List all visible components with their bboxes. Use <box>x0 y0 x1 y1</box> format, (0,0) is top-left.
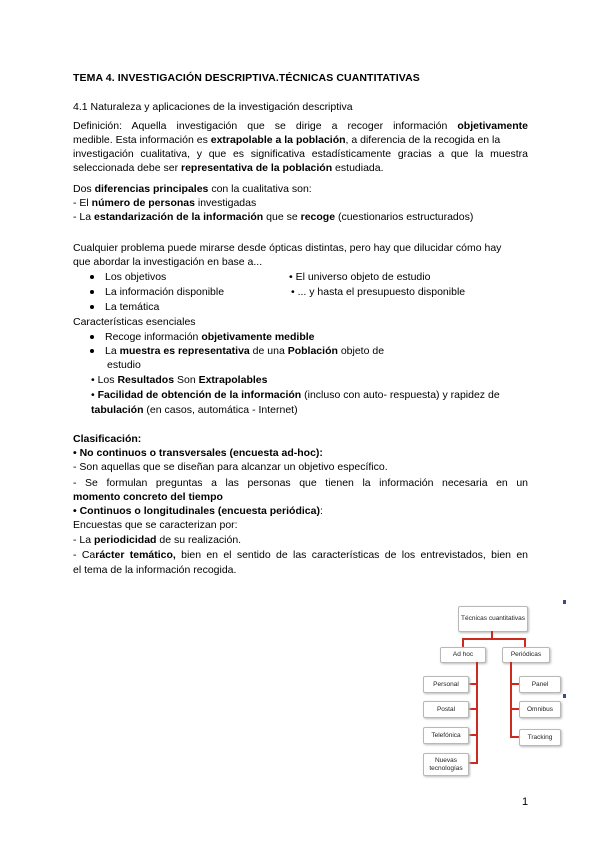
connector-line <box>468 734 478 736</box>
characteristic-item-4-continuation: tabulación (en casos, automática - Internet) <box>91 404 298 416</box>
noncontinuous-item-2: - Se formulan preguntas a las personas que tienen la información necesaria en un <box>73 477 528 489</box>
characteristics-heading: Características esenciales <box>73 316 196 328</box>
section-heading: 4.1 Naturaleza y aplicaciones de la investigación descriptiva <box>73 101 353 113</box>
characteristic-item-1: Recoge información objetivamente medible <box>90 331 315 344</box>
diagram-node-periodicas: Periódicas <box>502 647 550 663</box>
definition-line-3: investigación cualitativa, y que es significativa estadísticamente gracias a que la muestra <box>73 148 528 160</box>
classification-continuous: • Continuos o longitudinales (encuesta periódica): <box>73 505 323 517</box>
characteristic-item-3: • Los Resultados Son Extrapolables <box>91 374 268 386</box>
bullet-informacion: La información disponible <box>90 286 224 299</box>
diagram-node-postal: Postal <box>423 701 469 718</box>
definition-line-1: Definición: Aquella investigación que se dirige a recoger información objetivamente <box>73 120 528 132</box>
bullet-objetivos: Los objetivos <box>90 271 166 284</box>
noncontinuous-item-1: - Son aquellas que se diseñan para alcanzar un objetivo específico. <box>73 461 388 473</box>
diagram-node-personal: Personal <box>423 676 469 693</box>
difference-item-1: - El número de personas investigadas <box>73 197 257 209</box>
definition-line-4: seleccionada debe ser representativa de la población estudiada. <box>73 162 384 174</box>
continuous-item-2: - Carácter temático, bien en el sentido de las características de los entrevistados, bien en <box>73 549 529 561</box>
connector-line <box>468 762 478 764</box>
connector-line <box>476 662 478 764</box>
bullet-tematica: La temática <box>90 301 159 314</box>
connector-line <box>462 638 526 640</box>
problem-paragraph-line-2: que abordar la investigación en base a... <box>73 256 263 268</box>
bullet-presupuesto: • ... y hasta el presupuesto disponible <box>291 286 466 298</box>
selection-handle-icon <box>563 694 566 698</box>
characteristic-item-2-continuation: estudio <box>107 359 141 371</box>
diagram-node-panel: Panel <box>519 676 561 693</box>
characteristic-item-2: La muestra es representativa de una Población objeto de <box>90 345 384 358</box>
diagram-node-nuevas-tecnologias: Nuevas tecnologías <box>423 753 469 776</box>
bullet-icon <box>90 305 94 309</box>
connector-line <box>468 708 478 710</box>
classification-noncontinuous: • No continuos o transversales (encuesta ad-hoc): <box>73 447 323 459</box>
diagram-node-adhoc: Ad hoc <box>440 647 486 663</box>
diagram-node-telefonica: Telefónica <box>423 727 469 744</box>
connector-line <box>510 662 512 738</box>
page-number: 1 <box>522 796 529 808</box>
definition-line-2: medible. Esta información es extrapolable a la población, a diferencia de la recogida en la <box>73 134 501 146</box>
bullet-icon <box>90 349 94 353</box>
document-title: TEMA 4. INVESTIGACIÓN DESCRIPTIVA.TÉCNICAS CUANTITATIVAS <box>73 72 420 84</box>
bullet-icon <box>90 275 94 279</box>
continuous-item-2-continuation: el tema de la información recogida. <box>73 564 237 576</box>
differences-intro: Dos diferencias principales con la cualitativa son: <box>73 183 312 195</box>
selection-handle-icon <box>563 600 566 604</box>
bullet-icon <box>90 290 94 294</box>
noncontinuous-item-2-continuation: momento concreto del tiempo <box>73 491 223 503</box>
continuous-item-1: - La periodicidad de su realización. <box>73 534 242 546</box>
diagram-node-omnibus: Omnibus <box>519 701 561 718</box>
bullet-icon <box>90 335 94 339</box>
connector-line <box>468 683 478 685</box>
continuous-intro: Encuestas que se caracterizan por: <box>73 519 238 531</box>
problem-paragraph-line-1: Cualquier problema puede mirarse desde ópticas distintas, pero hay que dilucidar cómo hay <box>73 242 502 254</box>
techniques-diagram <box>418 600 570 778</box>
difference-item-2: - La estandarización de la información que se recoge (cuestionarios estructurados) <box>73 211 474 223</box>
characteristic-item-4: • Facilidad de obtención de la información (incluso con auto- respuesta) y rapidez de <box>91 389 500 401</box>
classification-heading: Clasificación: <box>73 433 142 445</box>
diagram-root-node: Técnicas cuantitativas <box>458 606 528 632</box>
bullet-universo: • El universo objeto de estudio <box>289 271 431 283</box>
diagram-node-tracking: Tracking <box>519 729 561 746</box>
